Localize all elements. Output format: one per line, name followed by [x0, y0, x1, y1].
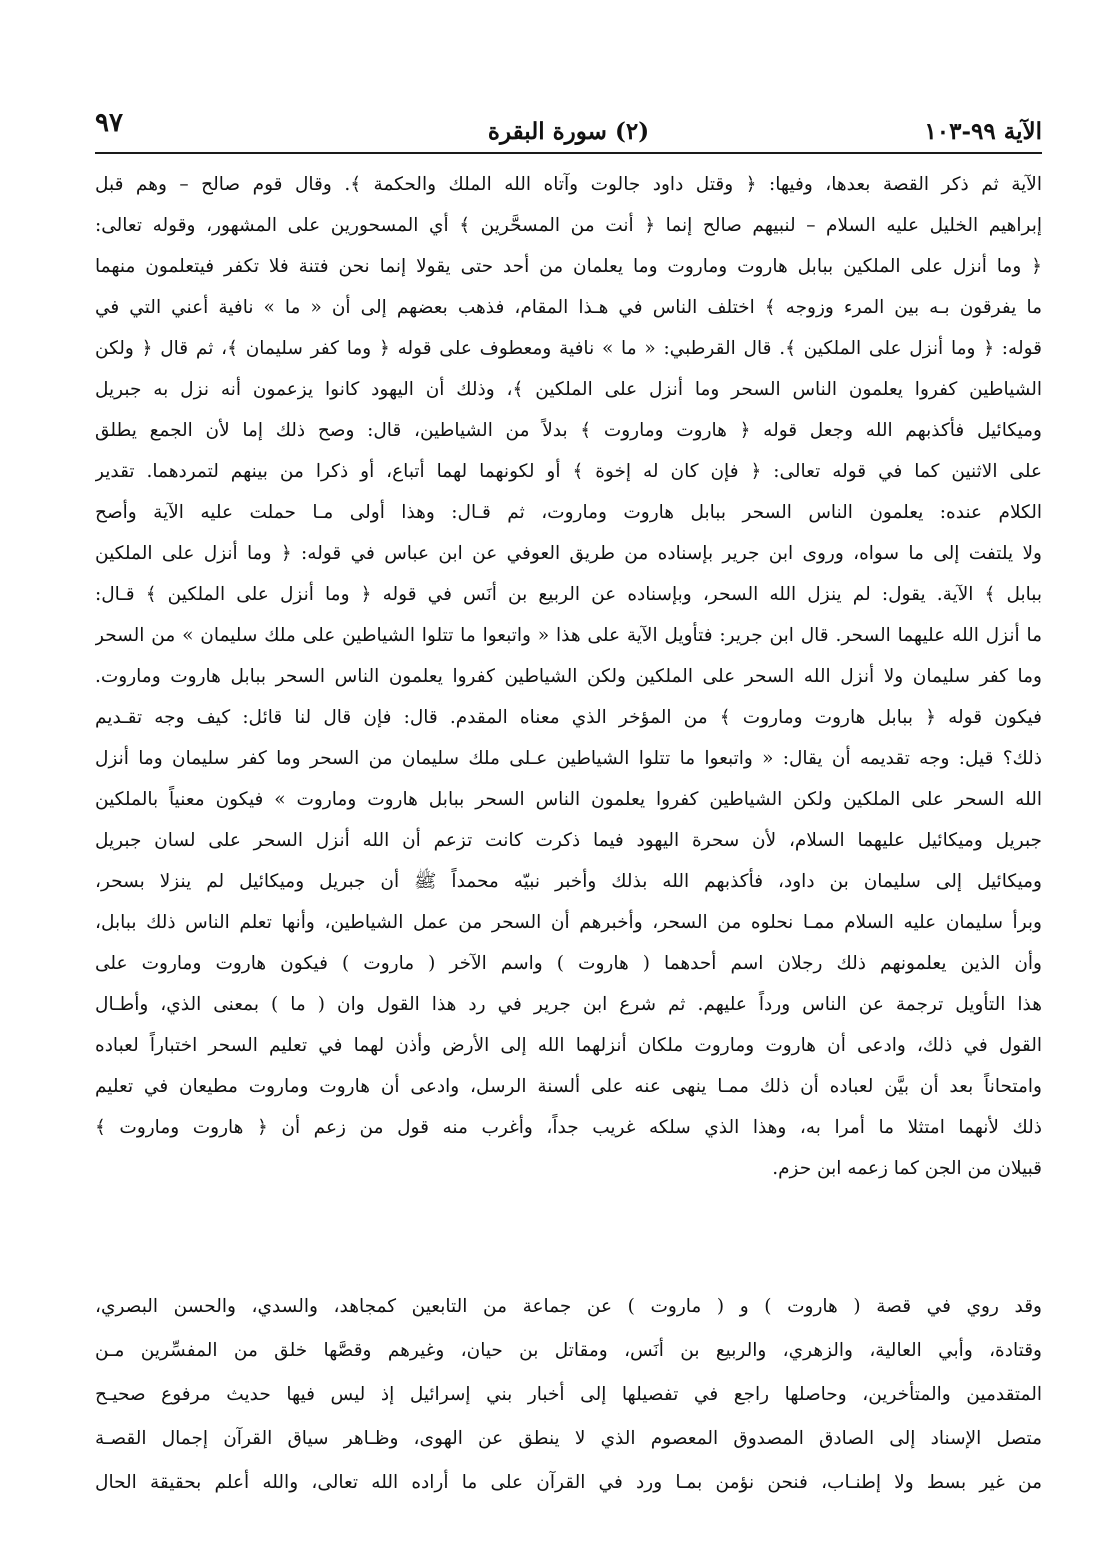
text-line: وقد روي في قصة ( هاروت ) و ( ماروت ) عن جماعة من التابعين كمجاهد، والسدي، والحسن البصري، [95, 1296, 1042, 1317]
text-line: من غير بسط ولا إطنـاب، فنحن نؤمن بمـا ورد في القرآن على ما أراده الله تعالى، والله أعلم بحقيقة الحال [95, 1472, 1042, 1493]
paragraph-1 [95, 164, 1042, 1189]
text-line: ذلك لأنهما امتثلا ما أمرا به، وهذا الذي سلكه غريب جداً، وأغرب منه قول من زعم أن ﴿ هاروت وماروت ﴾ [95, 1117, 1042, 1138]
text-line: ما أنزل الله عليهما السحر. قال ابن جرير: فتأويل الآية على هذا « واتبعوا ما تتلوا الشياطين على ملك سليمان » من السحر [95, 625, 1042, 646]
ayah-range: الآية ٩٩-١٠٣ [924, 118, 1042, 145]
text-line: وامتحاناً بعد أن بيَّن لعباده أن ذلك ممـا ينهى عنه على ألسنة الرسل، وادعى أن هاروت وماروت مطيعان في تعليم [95, 1076, 1042, 1097]
text-line: وقتادة، وأبي العالية، والزهري، والربيع بن أنَس، ومقاتل بن حيان، وغيرهم وقصَّها خلق من المفسِّرين مـن [95, 1340, 1042, 1361]
text-line: جبريل وميكائيل عليهما السلام، لأن سحرة اليهود فيما ذكرت كانت تزعم أن الله أنزل السحر على لسان جبريل [95, 830, 1042, 851]
text-line: الشياطين كفروا يعلمون الناس السحر وما أنزل على الملكين ﴾، وذلك أن اليهود كانوا يزعمون أنه نزل به جبريل [95, 379, 1042, 400]
text-line: وميكائيل فأكذبهم الله وجعل قوله ﴿ هاروت وماروت ﴾ بدلاً من الشياطين، قال: وصح ذلك إما لأن الجمع يطلق [95, 420, 1042, 441]
text-line: وميكائيل إلى سليمان بن داود، فأكذبهم الله بذلك وأخبر نبيّه محمداً ﷺ أن جبريل وميكائيل لم ينزلا بسحر، [95, 871, 1042, 892]
text-line: الآية ثم ذكر القصة بعدها، وفيها: ﴿ وقتل داود جالوت وآتاه الله الملك والحكمة ﴾. وقال قوم صالح – وهم قبل [95, 174, 1042, 195]
header-rule [95, 152, 1042, 154]
text-line: المتقدمين والمتأخرين، وحاصلها راجع في تفصيلها إلى أخبار بني إسرائيل إذ ليس فيها حديث مرفوع صحيـح [95, 1384, 1042, 1405]
text-line: ما يفرقون بـه بين المرء وزوجه ﴾ اختلف الناس في هـذا المقام، فذهب بعضهم إلى أن « ما » نافية أعني التي في [95, 297, 1042, 318]
surah-title: (٢) سورة البقرة [487, 118, 650, 145]
text-line: إبراهيم الخليل عليه السلام – لنبيهم صالح إنما ﴿ أنت من المسحَّرين ﴾ أي المسحورين على المشهور، وقوله تعالى: [95, 215, 1042, 236]
text-line: هذا التأويل ترجمة عن الناس ورداً عليهم. ثم شرع ابن جرير في رد هذا القول وان ( ما ) بمعنى الذي، وأطـال [95, 994, 1042, 1015]
text-line: على الاثنين كما في قوله تعالى: ﴿ فإن كان له إخوة ﴾ أو لكونهما لهما أتباع، أو ذكرا من بينهم لتمردهما. تقدير [95, 461, 1042, 482]
text-line: ولا يلتفت إلى ما سواه، وروى ابن جرير بإسناده من طريق العوفي عن ابن عباس في قوله: ﴿ وما أنزل على الملكين [95, 543, 1042, 564]
page-header [95, 108, 1042, 152]
text-line: متصل الإسناد إلى الصادق المصدوق المعصوم الذي لا ينطق عن الهوى، وظـاهر سياق القرآن إجمال القصـة [95, 1428, 1042, 1449]
text-line: القول في ذلك، وادعى أن هاروت وماروت ملكان أنزلهما الله إلى الأرض وأذن لهما في تعليم السحر اختباراً لعباده [95, 1035, 1042, 1056]
text-line: ببابل ﴾ الآية. يقول: لم ينزل الله السحر، وبإسناده عن الربيع بن أنَس في قوله ﴿ وما أنزل على الملكين ﴾ قـال: [95, 584, 1042, 605]
text-line: وبرأ سليمان عليه السلام ممـا نحلوه من السحر، وأخبرهم أن السحر من عمل الشياطين، وأنها تعلم الناس ذلك ببابل، [95, 912, 1042, 933]
text-line: الكلام عنده: يعلمون الناس السحر ببابل هاروت وماروت، ثم قـال: وهذا أولى مـا حملت عليه الآية وأصح [95, 502, 1042, 523]
text-line: ذلك؟ قيل: وجه تقديمه أن يقال: « واتبعوا ما تتلوا الشياطين عـلى ملك سليمان من السحر وما كفر سليمان وما أنزل [95, 748, 1042, 769]
text-line: فيكون قوله ﴿ ببابل هاروت وماروت ﴾ من المؤخر الذي معناه المقدم. قال: فإن قال لنا قائل: كيف وجه تقـديم [95, 707, 1042, 728]
text-line: وأن الذين يعلمونهم ذلك رجلان اسم أحدهما ( هاروت ) واسم الآخر ( ماروت ) فيكون هاروت وماروت على [95, 953, 1042, 974]
text-line: قوله: ﴿ وما أنزل على الملكين ﴾. قال القرطبي: « ما » نافية ومعطوف على قوله ﴿ وما كفر سليمان ﴾، ثم قال ﴿ ولكن [95, 338, 1042, 359]
text-line: قبيلان من الجن كما زعمه ابن حزم. [772, 1158, 1042, 1179]
text-line: الله السحر على الملكين ولكن الشياطين كفروا يعلمون الناس السحر ببابل هاروت وماروت » فيكون معنياً بالملكين [95, 789, 1042, 810]
text-line: وما كفر سليمان ولا أنزل الله السحر على الملكين ولكن الشياطين كفروا يعلمون الناس السحر ببابل هاروت وماروت. [95, 666, 1042, 687]
paragraph-2 [95, 1285, 1042, 1505]
page-number: ٩٧ [95, 108, 123, 138]
text-line: ﴿ وما أنزل على الملكين ببابل هاروت وماروت وما يعلمان من أحد حتى يقولا إنما نحن فتنة فلا تكفر فيتعلمون منهما [95, 256, 1042, 277]
